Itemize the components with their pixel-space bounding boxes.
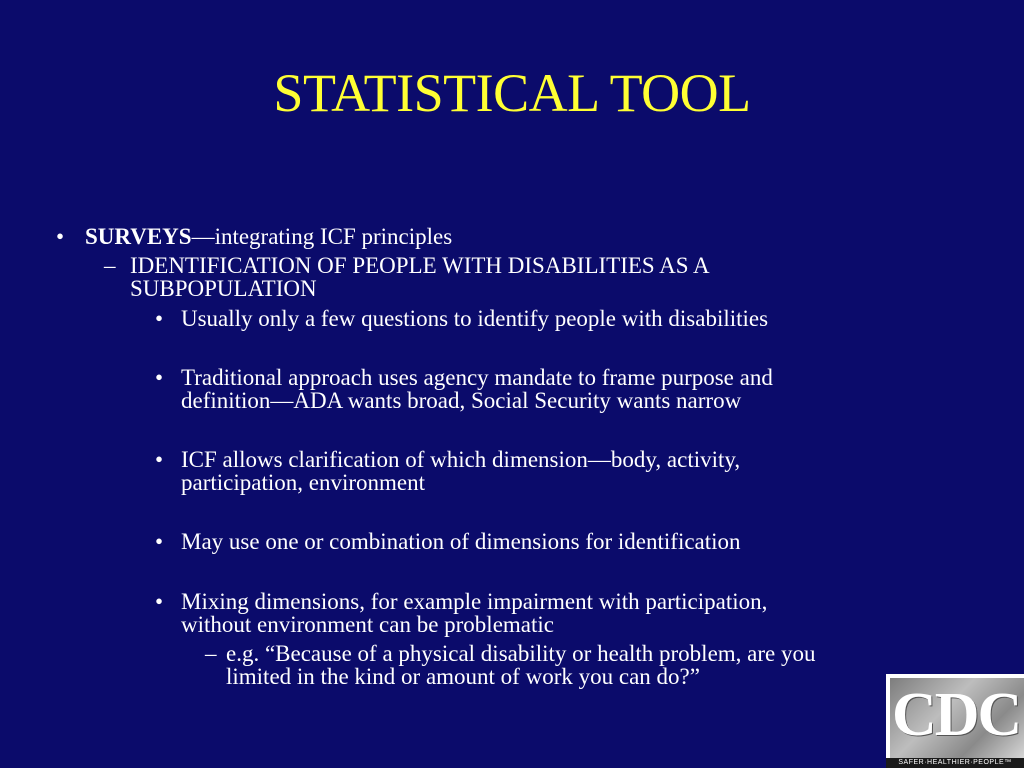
slide-title: STATISTICAL TOOL	[273, 63, 751, 123]
level3-item-2-line-1: Traditional approach uses agency mandate to frame purpose and	[181, 365, 773, 390]
level1-bold-label: SURVEYS	[85, 224, 192, 249]
level1-rest: —integrating ICF principles	[191, 224, 453, 249]
level3-item-5-line-2: without environment can be problematic	[181, 612, 554, 637]
level3-bullet: •	[155, 365, 164, 390]
level1-bullet: •	[56, 224, 65, 249]
level3-bullet: •	[155, 589, 164, 614]
level3-bullet: •	[155, 447, 164, 472]
cdc-logo-tagline: SAFER·HEALTHIER·PEOPLE™	[886, 758, 1024, 768]
level3-item-3-line-1: ICF allows clarification of which dimension—body, activity,	[181, 447, 741, 472]
level2-line-2: SUBPOPULATION	[130, 276, 317, 301]
level4-line-1: e.g. “Because of a physical disability or health problem, are you	[226, 641, 816, 666]
level3-item-5-line-1: Mixing dimensions, for example impairment with participation,	[181, 589, 768, 614]
level3-bullet: •	[155, 529, 164, 554]
level3-item-3-line-2: participation, environment	[181, 470, 425, 495]
level2-dash: –	[104, 253, 116, 278]
level3-item-2-line-2: definition—ADA wants broad, Social Security wants narrow	[181, 388, 742, 413]
level3-item-1-line-1: Usually only a few questions to identify people with disabilities	[181, 306, 769, 331]
level1-text	[85, 225, 452, 248]
level4-line-2: limited in the kind or amount of work you can do?”	[226, 664, 700, 689]
level2-line-1: IDENTIFICATION OF PEOPLE WITH DISABILITIES AS A	[130, 253, 710, 278]
level4-dash: –	[205, 641, 217, 666]
cdc-logo-text: CDC	[892, 681, 1021, 749]
level3-item-4-line-1: May use one or combination of dimensions for identification	[181, 529, 741, 554]
cdc-logo	[886, 674, 1024, 768]
level3-bullet: •	[155, 306, 164, 331]
